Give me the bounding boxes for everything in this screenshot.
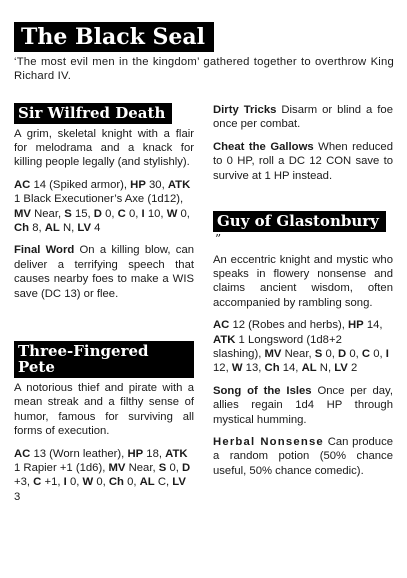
intro-text: ‘The most evil men in the kingdom’ gathered together to overthrow King Richard IV. [14, 56, 394, 82]
npc-description: A notorious thief and pirate with a mean streak and a filthy sense of humor, famous for surviving all forms of execution. [14, 381, 194, 438]
ability-herbal-nonsense: Herbal Nonsense Can produce a random potion (50% chance useful, 50% chance comedic). [213, 436, 393, 477]
npc-stat-block: AC 14 (Spiked armor), HP 30, ATK 1 Black Executioner’s Axe (1d12), MV Near, S 15, D 0, C 0, I 10, W 0, Ch 8, AL N, LV 4 [14, 178, 191, 234]
ability-dirty-tricks: Dirty Tricks Disarm or blind a foe once per combat. [213, 104, 394, 131]
npc-stat-block: AC 13 (Worn leather), HP 18, ATK 1 Rapier +1 (1d6), MV Near, S 0, D +3, C +1, I 0, W 0, Ch 0, AL C, LV 3 [14, 447, 191, 503]
ability-final-word: Final Word On a killing blow, can deliver a terrifying speech that causes nearby foes to make a WIS save (DC 13) or flee. [14, 244, 195, 300]
npc-name: Guy of Glastonbury [213, 211, 386, 232]
npc-description: An eccentric knight and mystic who speaks in flowery nonsense and claims ancient wisdom, often accompanied by rambling song. [213, 253, 393, 309]
quote-mark: ” [215, 231, 222, 246]
npc-description: A grim, skeletal knight with a flair for melodrama and a knack for killing people legally (and stylishly). [14, 127, 194, 169]
npc-stat-block: AC 12 (Robes and herbs), HP 14, ATK 1 Longsword (1d8+2 slashing), MV Near, S 0, D 0, C 0, I 12, W 13, Ch 14, AL N, LV 2 [213, 319, 389, 375]
npc-sir-wilfred-death [14, 103, 194, 301]
right-column [213, 103, 393, 478]
ability-song-of-the-isles: Song of the Isles Once per day, allies regain 1d4 HP through mystical humming. [213, 384, 394, 426]
npc-name: Sir Wilfred Death [14, 103, 172, 124]
ability-cheat-the-gallows: Cheat the Gallows When reduced to 0 HP, roll a DC 12 CON save to survive at 1 HP instead. [213, 140, 393, 182]
npc-guy-of-glastonbury [213, 211, 393, 478]
npc-three-fingered-pete [14, 341, 194, 504]
left-column [14, 103, 194, 504]
page-title: The Black Seal [14, 22, 214, 52]
npc-name-row [213, 211, 393, 250]
npc-name: Three-Fingered Pete [14, 341, 194, 378]
